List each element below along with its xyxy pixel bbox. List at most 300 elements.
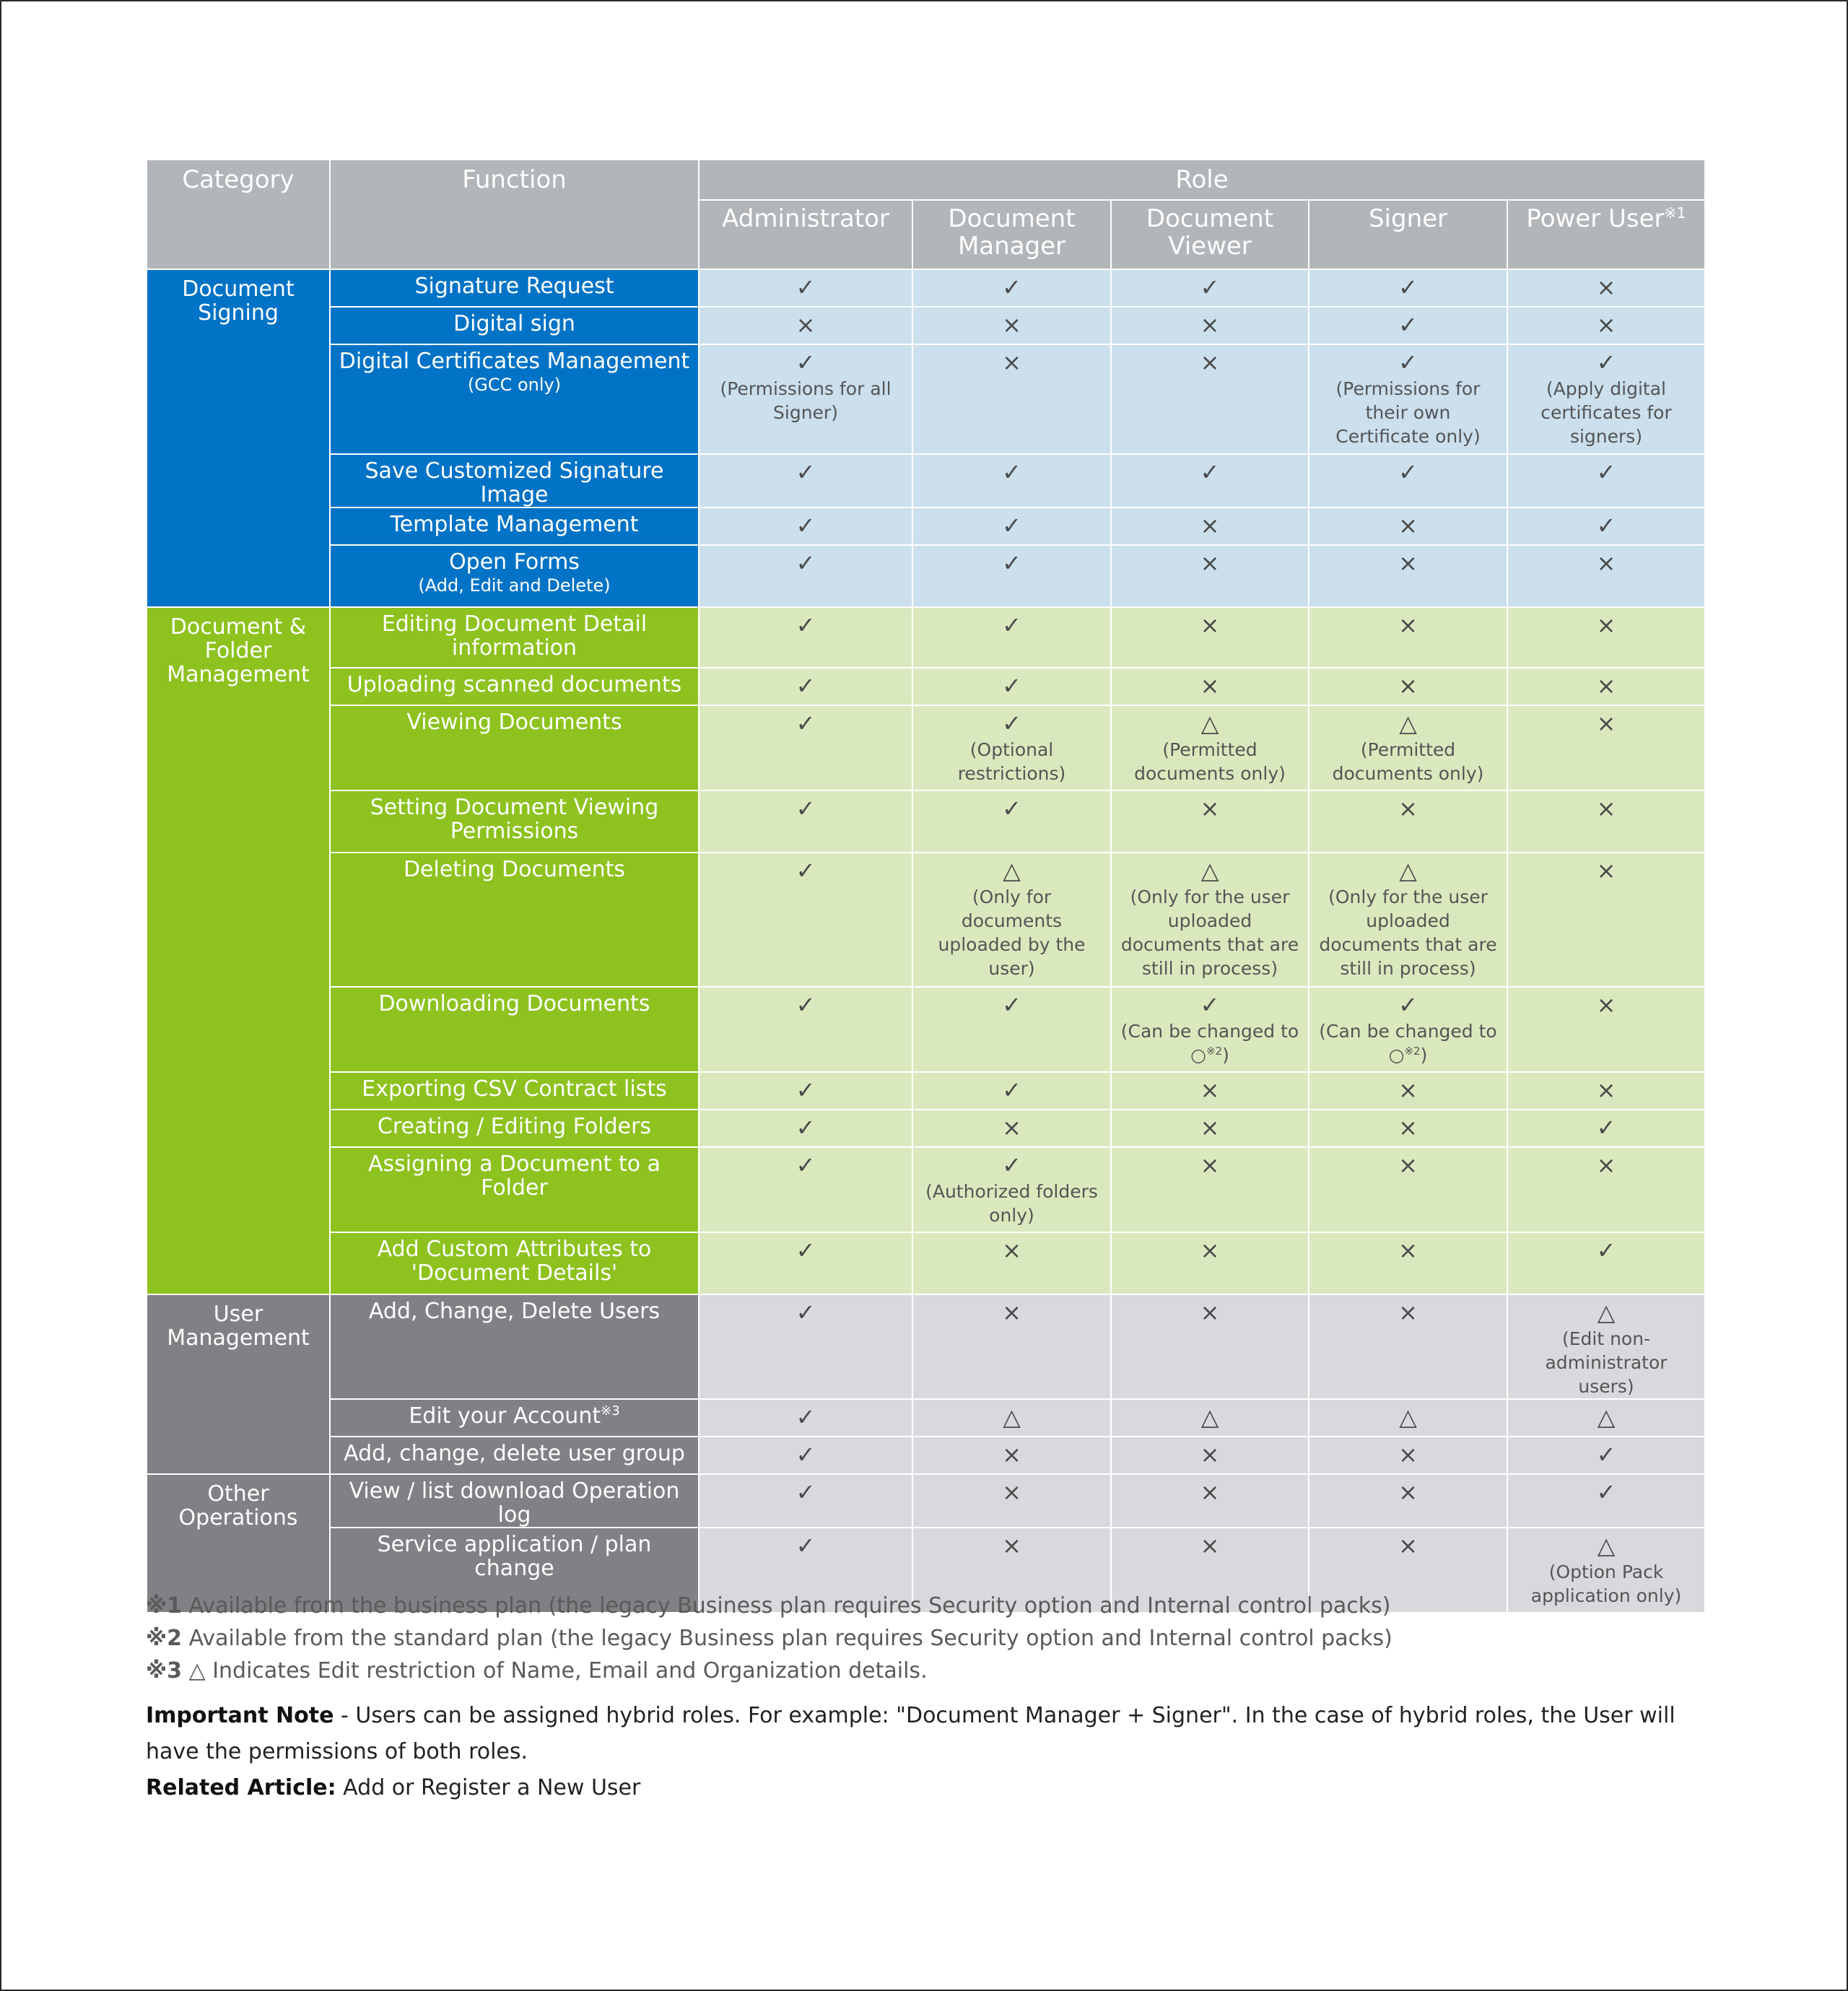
cross-icon: × xyxy=(1398,1151,1418,1179)
table-row xyxy=(147,307,1705,344)
related-article-link[interactable]: Add or Register a New User xyxy=(336,1775,641,1800)
permission-note-text: (Authorized folders only) xyxy=(925,1181,1098,1226)
function-sublabel: (Add, Edit and Delete) xyxy=(418,575,611,596)
cross-icon: × xyxy=(1398,512,1418,539)
permission-cell xyxy=(699,1294,912,1399)
table-row xyxy=(147,1294,1705,1399)
permission-cell xyxy=(1309,545,1507,607)
check-icon: ✓ xyxy=(1002,274,1021,301)
check-icon: ✓ xyxy=(1596,1478,1616,1506)
function-label xyxy=(335,796,694,843)
function-label xyxy=(335,612,694,660)
cross-icon: × xyxy=(1398,1478,1418,1506)
check-icon: ✓ xyxy=(796,349,816,376)
permission-cell xyxy=(1507,307,1705,344)
permission-cell xyxy=(912,454,1111,507)
function-label xyxy=(335,550,694,574)
check-icon: ✓ xyxy=(1002,549,1021,577)
function-label xyxy=(335,710,694,734)
function-label-text: Editing Document Detail information xyxy=(381,611,648,661)
permission-cell xyxy=(699,269,912,307)
permission-cell xyxy=(912,545,1111,607)
permission-cell xyxy=(1111,454,1309,507)
function-cell xyxy=(330,454,699,507)
cross-icon: × xyxy=(1398,549,1418,577)
permission-cell xyxy=(1111,1294,1309,1399)
function-footnote-ref: ※3 xyxy=(601,1403,620,1419)
check-icon: ✓ xyxy=(1002,1151,1021,1179)
permission-cell xyxy=(1507,507,1705,545)
cross-icon: × xyxy=(1002,1532,1021,1559)
triangle-icon: △ xyxy=(1003,857,1021,884)
permission-cell xyxy=(1309,705,1507,790)
cross-icon: × xyxy=(1002,1114,1021,1141)
cross-icon: × xyxy=(1002,311,1021,339)
function-label-text: Creating / Editing Folders xyxy=(377,1114,652,1139)
cross-icon: × xyxy=(1596,795,1616,822)
cross-icon: × xyxy=(1596,672,1616,700)
permission-note-text: (Can be changed to ○ xyxy=(1120,1021,1299,1066)
cross-icon: × xyxy=(1398,1076,1418,1104)
triangle-icon: △ xyxy=(1597,1299,1616,1326)
permission-cell xyxy=(1111,507,1309,545)
permission-cell xyxy=(699,454,912,507)
check-icon: ✓ xyxy=(1200,274,1220,301)
permission-cell xyxy=(1309,790,1507,853)
function-label xyxy=(335,1152,694,1200)
permission-note xyxy=(1119,885,1301,980)
permission-cell xyxy=(912,668,1111,705)
check-icon: ✓ xyxy=(1596,458,1616,486)
permission-cell xyxy=(1111,668,1309,705)
check-icon: ✓ xyxy=(796,274,816,301)
permission-note xyxy=(1515,377,1697,448)
permission-note-text: (Apply digital certificates for signers) xyxy=(1540,378,1672,447)
permission-cell xyxy=(1111,1147,1309,1232)
permission-cell xyxy=(1111,790,1309,853)
permission-cell xyxy=(699,1147,912,1232)
check-icon: ✓ xyxy=(796,672,816,700)
header-role-power-user xyxy=(1507,200,1705,269)
permission-cell xyxy=(1309,307,1507,344)
check-icon: ✓ xyxy=(796,1441,816,1468)
permission-note-end: ) xyxy=(1420,1045,1428,1066)
category-cell: Document Signing xyxy=(147,269,330,607)
function-label xyxy=(335,513,694,536)
table-row xyxy=(147,853,1705,987)
important-note-label: Important Note xyxy=(146,1703,334,1728)
function-label-text: Assigning a Document to a Folder xyxy=(367,1151,661,1201)
permission-note-text: (Permitted documents only) xyxy=(1134,739,1286,784)
header-function: Function xyxy=(330,160,699,269)
permission-note-text: (Can be changed to ○ xyxy=(1319,1021,1497,1066)
permission-note xyxy=(1515,1327,1697,1398)
function-cell xyxy=(330,1294,699,1399)
function-cell xyxy=(330,1399,699,1437)
permission-cell xyxy=(699,705,912,790)
permission-cell xyxy=(912,1474,1111,1528)
permission-cell xyxy=(912,269,1111,307)
permission-cell xyxy=(1309,668,1507,705)
permission-cell xyxy=(1507,1072,1705,1110)
permission-cell xyxy=(1111,1072,1309,1110)
permission-cell xyxy=(1507,607,1705,668)
header-role-administrator: Administrator xyxy=(699,200,912,269)
header-role-document-viewer: Document Viewer xyxy=(1111,200,1309,269)
permission-cell xyxy=(1111,607,1309,668)
function-cell xyxy=(330,269,699,307)
check-icon: ✓ xyxy=(1398,274,1418,301)
check-icon: ✓ xyxy=(1596,1114,1616,1141)
permission-cell xyxy=(1507,668,1705,705)
table-row xyxy=(147,269,1705,307)
permission-note-text: (Permissions for all Signer) xyxy=(720,378,892,423)
permission-cell xyxy=(1309,1294,1507,1399)
permission-cell xyxy=(1111,1474,1309,1528)
check-icon: ✓ xyxy=(796,991,816,1019)
cross-icon: × xyxy=(1200,611,1220,639)
permission-note xyxy=(920,1180,1103,1227)
check-icon: ✓ xyxy=(1398,458,1418,486)
cross-icon: × xyxy=(1200,349,1220,376)
important-note-text: - Users can be assigned hybrid roles. For example: "Document Manager + Signer". In the case of hybrid roles, the User will have the permissions of both roles. xyxy=(146,1703,1675,1764)
permission-cell xyxy=(699,344,912,454)
check-icon: ✓ xyxy=(796,458,816,486)
cross-icon: × xyxy=(1200,549,1220,577)
function-cell xyxy=(330,853,699,987)
cross-icon: × xyxy=(1398,1299,1418,1326)
function-label-text: Add, change, delete user group xyxy=(344,1441,685,1466)
table-row xyxy=(147,1474,1705,1528)
table-row xyxy=(147,1147,1705,1232)
cross-icon: × xyxy=(1002,1478,1021,1506)
permission-cell xyxy=(699,1232,912,1294)
function-label xyxy=(335,1404,694,1428)
permission-cell xyxy=(1507,1294,1705,1399)
permission-note-end: ) xyxy=(1222,1045,1229,1066)
cross-icon: × xyxy=(1398,795,1418,822)
function-label xyxy=(335,1442,694,1465)
function-label xyxy=(335,992,694,1016)
permission-cell xyxy=(1507,1474,1705,1528)
cross-icon: × xyxy=(1398,1441,1418,1468)
table-body xyxy=(147,269,1705,1613)
check-icon: ✓ xyxy=(1002,795,1021,822)
header-role: Role xyxy=(699,160,1705,200)
check-icon: ✓ xyxy=(1002,611,1021,639)
triangle-icon: △ xyxy=(1200,710,1219,737)
check-icon: ✓ xyxy=(796,795,816,822)
cross-icon: × xyxy=(1596,991,1616,1019)
permission-cell xyxy=(1309,1232,1507,1294)
table-row xyxy=(147,790,1705,853)
function-label-text: Save Customized Signature Image xyxy=(365,458,664,507)
permission-cell xyxy=(1111,1232,1309,1294)
function-label xyxy=(335,274,694,298)
permission-cell xyxy=(699,607,912,668)
cross-icon: × xyxy=(1596,611,1616,639)
check-icon: ✓ xyxy=(1002,710,1021,737)
permission-note xyxy=(1317,377,1499,448)
function-label xyxy=(335,858,694,881)
cross-icon: × xyxy=(1200,795,1220,822)
function-cell xyxy=(330,668,699,705)
check-icon: ✓ xyxy=(796,710,816,737)
function-label-text: View / list download Operation log xyxy=(349,1478,680,1528)
permission-cell xyxy=(699,1474,912,1528)
function-label-text: Add, Change, Delete Users xyxy=(368,1299,661,1324)
permission-cell xyxy=(699,1072,912,1110)
check-icon: ✓ xyxy=(796,1114,816,1141)
permission-note xyxy=(1317,738,1499,785)
triangle-icon: △ xyxy=(1597,1532,1616,1559)
permission-cell xyxy=(1309,1399,1507,1437)
permission-cell xyxy=(699,507,912,545)
notes-section xyxy=(146,1698,1734,1806)
check-icon: ✓ xyxy=(1596,1441,1616,1468)
table-row xyxy=(147,668,1705,705)
table-row xyxy=(147,344,1705,454)
related-article xyxy=(146,1770,1734,1806)
check-icon: ✓ xyxy=(796,1532,816,1559)
permission-cell xyxy=(1507,1147,1705,1232)
function-label-text: Template Management xyxy=(390,512,639,537)
permission-cell xyxy=(912,987,1111,1072)
function-cell xyxy=(330,545,699,607)
permission-cell xyxy=(912,344,1111,454)
cross-icon: × xyxy=(1596,1151,1616,1179)
check-icon: ✓ xyxy=(1002,458,1021,486)
permission-cell xyxy=(699,1437,912,1474)
triangle-icon: △ xyxy=(1003,1403,1021,1431)
note-footnote-ref: ※2 xyxy=(1404,1045,1421,1058)
cross-icon: × xyxy=(1002,1299,1021,1326)
check-icon: ✓ xyxy=(796,611,816,639)
function-label xyxy=(335,1533,694,1580)
cross-icon: × xyxy=(1200,1532,1220,1559)
cross-icon: × xyxy=(796,311,816,339)
permission-cell xyxy=(1507,790,1705,853)
cross-icon: × xyxy=(1398,611,1418,639)
footnote-2 xyxy=(146,1622,1734,1655)
cross-icon: × xyxy=(1200,1478,1220,1506)
check-icon: ✓ xyxy=(1596,1237,1616,1264)
cross-icon: × xyxy=(1398,1114,1418,1141)
permission-cell xyxy=(912,1437,1111,1474)
permission-note xyxy=(920,738,1103,785)
permission-cell xyxy=(699,1399,912,1437)
permission-cell xyxy=(1111,1437,1309,1474)
permission-cell xyxy=(1309,1072,1507,1110)
function-label xyxy=(335,1115,694,1138)
power-user-label: Power User xyxy=(1526,204,1665,233)
footnote-text: △ Indicates Edit restriction of Name, Email and Organization details. xyxy=(182,1658,928,1683)
permission-cell xyxy=(1507,1437,1705,1474)
permission-cell xyxy=(699,307,912,344)
permission-cell xyxy=(1111,269,1309,307)
check-icon: ✓ xyxy=(796,1403,816,1431)
permission-cell xyxy=(1111,1110,1309,1147)
table-row xyxy=(147,454,1705,507)
permission-cell xyxy=(912,790,1111,853)
check-icon: ✓ xyxy=(1002,672,1021,700)
permission-cell xyxy=(1507,853,1705,987)
table-row xyxy=(147,987,1705,1072)
triangle-icon: △ xyxy=(1399,1403,1417,1431)
permission-cell xyxy=(1507,1110,1705,1147)
permission-cell xyxy=(1309,507,1507,545)
cross-icon: × xyxy=(1200,1151,1220,1179)
table-row xyxy=(147,1110,1705,1147)
permission-cell xyxy=(1507,545,1705,607)
cross-icon: × xyxy=(1596,857,1616,884)
cross-icon: × xyxy=(1398,1532,1418,1559)
check-icon: ✓ xyxy=(796,1237,816,1264)
permission-cell xyxy=(1507,269,1705,307)
triangle-icon: △ xyxy=(1200,1403,1219,1431)
function-cell xyxy=(330,1072,699,1110)
triangle-icon: △ xyxy=(1399,857,1417,884)
cross-icon: × xyxy=(1200,311,1220,339)
function-label-text: Setting Document Viewing Permissions xyxy=(370,795,659,844)
check-icon: ✓ xyxy=(796,1299,816,1326)
permission-note xyxy=(920,885,1103,980)
footnotes xyxy=(146,1590,1734,1687)
function-cell xyxy=(330,1110,699,1147)
permission-cell xyxy=(1309,1474,1507,1528)
permission-cell xyxy=(1309,1147,1507,1232)
check-icon: ✓ xyxy=(1002,512,1021,539)
footnote-marker: ※2 xyxy=(146,1626,183,1651)
function-label-text: Digital Certificates Management xyxy=(339,349,690,374)
permission-cell xyxy=(1111,853,1309,987)
permission-cell xyxy=(1309,454,1507,507)
function-cell xyxy=(330,1232,699,1294)
permission-cell xyxy=(1309,853,1507,987)
table-row xyxy=(147,507,1705,545)
category-cell: User Management xyxy=(147,1294,330,1474)
permission-cell xyxy=(1507,705,1705,790)
permission-cell xyxy=(912,705,1111,790)
function-label xyxy=(335,459,694,507)
cross-icon: × xyxy=(1398,1237,1418,1264)
footnote-text: Available from the standard plan (the legacy Business plan requires Security option and Internal control packs) xyxy=(182,1626,1392,1651)
permission-cell xyxy=(912,507,1111,545)
function-label xyxy=(335,1299,694,1323)
cross-icon: × xyxy=(1002,349,1021,376)
footnote-3 xyxy=(146,1655,1734,1687)
check-icon: ✓ xyxy=(1596,512,1616,539)
permission-cell xyxy=(699,790,912,853)
function-label xyxy=(335,673,694,697)
check-icon: ✓ xyxy=(1398,349,1418,376)
table-row xyxy=(147,1399,1705,1437)
footnote-1 xyxy=(146,1590,1734,1622)
function-label-text: Signature Request xyxy=(414,274,614,299)
permission-note-text: (Only for the user uploaded documents that are still in process) xyxy=(1319,886,1497,979)
cross-icon: × xyxy=(1200,1076,1220,1104)
function-label-text: Viewing Documents xyxy=(406,710,622,735)
category-cell: Other Operations xyxy=(147,1474,330,1613)
permission-cell xyxy=(912,1147,1111,1232)
function-cell xyxy=(330,790,699,853)
cross-icon: × xyxy=(1200,1237,1220,1264)
permission-note-text: (Only for documents uploaded by the user) xyxy=(938,886,1086,979)
check-icon: ✓ xyxy=(1002,1076,1021,1104)
permission-cell xyxy=(699,853,912,987)
footnote-marker: ※1 xyxy=(146,1593,183,1618)
permission-cell xyxy=(1507,454,1705,507)
function-label-text: Digital sign xyxy=(453,311,575,336)
permission-cell xyxy=(912,307,1111,344)
header-role-signer: Signer xyxy=(1309,200,1507,269)
check-icon: ✓ xyxy=(1002,991,1021,1019)
table-row xyxy=(147,1232,1705,1294)
table-header xyxy=(147,160,1705,269)
permission-note-text: (Permissions for their own Certificate only) xyxy=(1335,378,1481,447)
function-label-text: Exporting CSV Contract lists xyxy=(362,1076,667,1102)
cross-icon: × xyxy=(1200,1114,1220,1141)
check-icon: ✓ xyxy=(796,1151,816,1179)
cross-icon: × xyxy=(1596,549,1616,577)
permission-note xyxy=(1317,885,1499,980)
table-row xyxy=(147,607,1705,668)
permission-cell xyxy=(699,545,912,607)
check-icon: ✓ xyxy=(1200,991,1220,1019)
function-label-text: Add Custom Attributes to 'Document Details' xyxy=(377,1237,652,1286)
check-icon: ✓ xyxy=(1200,458,1220,486)
check-icon: ✓ xyxy=(796,549,816,577)
permission-cell xyxy=(912,1294,1111,1399)
related-article-label: Related Article: xyxy=(146,1775,336,1800)
permission-cell xyxy=(1309,1437,1507,1474)
function-label xyxy=(335,349,694,373)
permission-cell xyxy=(1507,987,1705,1072)
permission-cell xyxy=(912,607,1111,668)
function-label-text: Edit your Account xyxy=(409,1403,601,1429)
permission-cell xyxy=(912,1072,1111,1110)
permission-cell xyxy=(912,853,1111,987)
category-cell: Document & Folder Management xyxy=(147,607,330,1294)
permission-cell xyxy=(1111,1399,1309,1437)
check-icon: ✓ xyxy=(1398,991,1418,1019)
cross-icon: × xyxy=(1596,1076,1616,1104)
permission-note xyxy=(707,377,905,424)
function-cell xyxy=(330,344,699,454)
permissions-table xyxy=(146,159,1706,1613)
check-icon: ✓ xyxy=(1398,311,1418,339)
permission-cell xyxy=(912,1399,1111,1437)
check-icon: ✓ xyxy=(1596,349,1616,376)
permission-cell xyxy=(1309,607,1507,668)
function-cell xyxy=(330,705,699,790)
table-row xyxy=(147,545,1705,607)
cross-icon: × xyxy=(1200,1299,1220,1326)
permission-note-text: (Option Pack application only) xyxy=(1530,1561,1682,1606)
function-label-text: Downloading Documents xyxy=(378,991,650,1016)
function-cell xyxy=(330,607,699,668)
permission-cell xyxy=(699,1110,912,1147)
check-icon: ✓ xyxy=(796,1478,816,1506)
permission-note xyxy=(1119,1019,1301,1067)
table-row xyxy=(147,705,1705,790)
function-label xyxy=(335,1077,694,1101)
permission-cell xyxy=(912,1232,1111,1294)
header-category: Category xyxy=(147,160,330,269)
footnote-text: Available from the business plan (the legacy Business plan requires Security option and Internal control packs) xyxy=(182,1593,1391,1618)
cross-icon: × xyxy=(1200,512,1220,539)
permission-cell xyxy=(699,668,912,705)
